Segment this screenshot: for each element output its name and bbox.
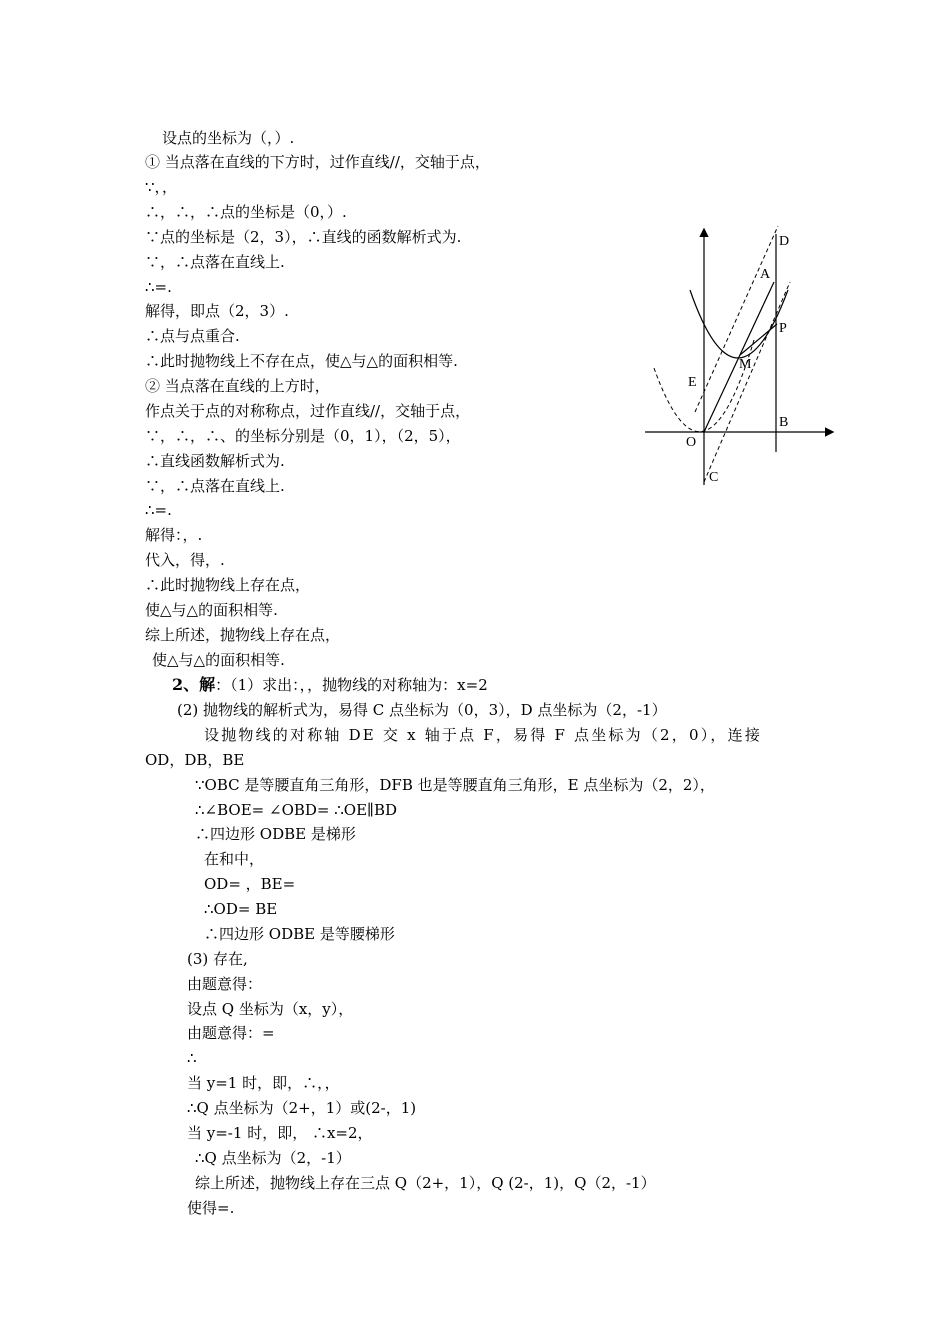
text-line: ① 当点落在直线的下方时，过作直线//，交轴于点， xyxy=(145,153,490,171)
text-line: 当 y=1 时，即，∴，， xyxy=(187,1074,340,1092)
text-line: ② 当点落在直线的上方时， xyxy=(145,377,330,395)
text-line: ∵，∴，∴、的坐标分别是（0，1），（2，5）， xyxy=(145,427,461,445)
label-e: E xyxy=(688,375,697,390)
text-line: ∴=. xyxy=(145,501,172,519)
text-line: 综上所述，抛物线上存在三点 Q（2+，1），Q (2-，1)，Q（2，-1） xyxy=(195,1174,656,1192)
text-line: ∵OBC 是等腰直角三角形，DFB 也是等腰直角三角形，E 点坐标为（2，2）， xyxy=(195,776,715,794)
text-line: ∴ xyxy=(187,1049,197,1067)
text-line: ∴四边形 ODBE 是等腰梯形 xyxy=(204,925,395,943)
geometry-figure xyxy=(640,220,840,495)
text-line: ∴此时抛物线上存在点， xyxy=(145,576,311,594)
text-line: ∵点的坐标是（2，3），∴直线的函数解析式为. xyxy=(145,228,462,246)
dashed-line-e xyxy=(695,226,778,412)
label-m: M xyxy=(739,357,752,372)
parabola-solid xyxy=(690,290,788,358)
text-line: ∵，∴点落在直线上. xyxy=(145,477,285,495)
text-line: ∴直线函数解析式为. xyxy=(145,452,285,470)
text-line: ∴=. xyxy=(145,278,172,296)
label-p: P xyxy=(779,321,787,336)
line-mp xyxy=(740,324,777,355)
label-a: A xyxy=(760,267,771,282)
text-line: 综上所述，抛物线上存在点， xyxy=(145,626,341,644)
label-b: B xyxy=(779,415,789,430)
text-line: OD= ，BE= xyxy=(204,875,296,893)
text-line: OD，DB，BE xyxy=(145,751,245,769)
text-line: 设抛物线的对称轴 DE 交 x 轴于点 F，易得 F 点坐标为（2，0），连接 xyxy=(204,726,763,744)
text-line: ∴Q 点坐标为（2，-1） xyxy=(195,1149,351,1167)
text-line: ∴，∴，∴点的坐标是（0，）. xyxy=(145,203,347,221)
text-line: ∴四边形 ODBE 是梯形 xyxy=(195,825,356,843)
text-line: ∵，∴点落在直线上. xyxy=(145,253,285,271)
text-line: 解得，即点（2，3）. xyxy=(145,302,289,320)
label-o: O xyxy=(686,435,697,450)
text-line: 解得：，. xyxy=(145,526,203,544)
text-line: (2) 抛物线的解析式为，易得 C 点坐标为（0，3），D 点坐标为（2，-1） xyxy=(177,701,667,719)
text-line: 作点关于点的对称称点，过作直线//，交轴于点， xyxy=(145,402,471,420)
text-line: 由题意得： xyxy=(187,975,263,993)
text-line: ∴∠BOE= ∠OBD= ∴OE∥BD xyxy=(195,801,398,819)
text-line: 由题意得：= xyxy=(187,1024,275,1042)
label-c: C xyxy=(709,470,719,485)
text-line: 设点 Q 坐标为（x，y）， xyxy=(187,1000,354,1018)
question-2-heading: 2、解 xyxy=(172,675,216,694)
dashed-line-c xyxy=(704,282,790,482)
text-line: 当 y=-1 时，即， ∴x=2， xyxy=(187,1124,373,1142)
text-line: 代入，得，. xyxy=(145,551,225,569)
text-line: ∴此时抛物线上不存在点，使△与△的面积相等. xyxy=(145,352,458,370)
text-line: ∴点与点重合. xyxy=(145,327,240,345)
text-line: 设点的坐标为（，）. xyxy=(162,129,295,147)
text-line: 使△与△的面积相等. xyxy=(152,651,285,669)
text-line: ∴OD= BE xyxy=(204,900,278,918)
question-2-header xyxy=(172,675,488,695)
text-line: (3) 存在, xyxy=(187,950,248,968)
question-2-intro: ：（1）求出：，，抛物线的对称轴为：x=2 xyxy=(215,676,488,694)
text-line: ∴Q 点坐标为（2+，1）或(2-，1) xyxy=(187,1099,417,1117)
text-line: 在和中， xyxy=(204,850,265,868)
text-line: ∵，， xyxy=(145,178,178,196)
text-line: 使得=. xyxy=(187,1199,235,1217)
text-line: 使△与△的面积相等. xyxy=(145,601,278,619)
label-d: D xyxy=(779,234,790,249)
